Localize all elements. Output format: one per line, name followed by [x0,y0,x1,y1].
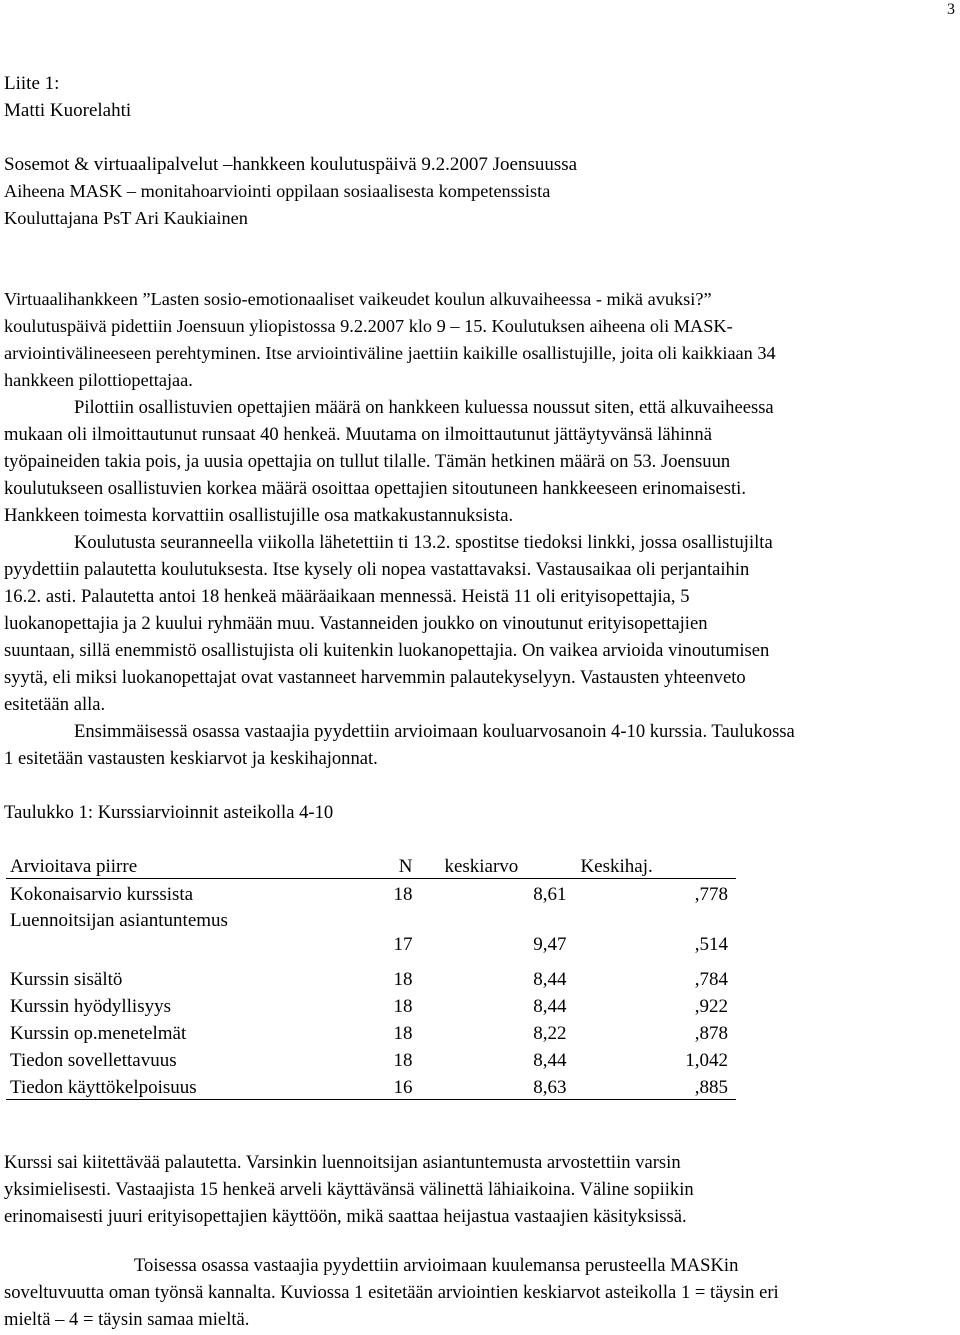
event-trainer: Kouluttajana PsT Ari Kaukiainen [4,208,248,228]
table-cell: 18 [393,996,413,1017]
paragraph-line: suuntaan, sillä enemmistö osallistujista oli kuitenkin luokanopettajia. On vaikea arvioida vinoutumisen [4,640,770,661]
paragraph-line: Kurssi sai kiitettävää palautetta. Varsinkin luennoitsijan asiantuntemusta arvostettiin varsin [4,1152,681,1173]
paragraph-line: Hankkeen toimesta korvattiin osallistujille osa matkakustannuksista. [4,505,514,526]
table-cell: ,784 [694,969,728,990]
table-cell: ,778 [694,884,728,905]
table-cell: Kokonaisarvio kurssista [10,884,194,905]
paragraph-line: mieltä – 4 = täysin samaa mieltä. [4,1309,250,1330]
table-cell: 18 [393,1023,413,1044]
paragraph-line: Virtuaalihankkeen ”Lasten sosio-emotionaaliset vaikeudet koulun alkuvaiheessa - mikä avuksi?” [4,289,712,309]
table-row [6,964,736,991]
paragraph-line: esitetään alla. [4,694,106,715]
table-cell: 1,042 [685,1050,728,1071]
table-cell: 17 [393,934,413,955]
table-row [6,1045,736,1072]
paragraph-line: syytä, eli miksi luokanopettajat ovat vastanneet harvemmin palautekyselyyn. Vastausten yhteenveto [4,667,746,688]
table-row [6,991,736,1018]
table-cell: ,922 [694,996,728,1017]
table-header-cell: Keskihaj. [566,850,736,879]
table-header-row [6,850,736,879]
paragraph-line: luokanopettajia ja 2 kuului ryhmään muu. Vastanneiden joukko on vinoutunut erityisopettajien [4,613,708,634]
paragraph-line: erinomaisesti juuri erityisopettajien käyttöön, mikä saattaa heijastua vastaajien käsityksissä. [4,1206,687,1227]
table-cell: 8,22 [533,1023,567,1044]
table-cell: ,878 [694,1023,728,1044]
paragraph-line: koulutuspäivä pidettiin Joensuun yliopistossa 9.2.2007 klo 9 – 15. Koulutuksen aiheena oli MASK- [4,316,733,336]
table-cell: 16 [353,1072,417,1100]
table-cell: Tiedon sovellettavuus [10,1050,177,1071]
table-cell: ,514 [694,934,728,955]
table-header-cell: keskiarvo [416,850,566,879]
table-cell: 8,44 [533,996,567,1017]
paragraph-line: soveltuvuutta oman työnsä kannalta. Kuviossa 1 esitetään arviointien keskiarvot asteikolla 1 = täysin eri [4,1282,779,1303]
table-cell: 8,44 [533,969,567,990]
paragraph-line: arviointivälineeseen perehtyminen. Itse arviointiväline jaettiin kaikille osallistujille, joita oli kaikkiaan 34 [4,343,776,363]
table-header-cell: Arvioitava piirre [6,850,353,879]
table-cell: 18 [393,884,413,905]
author-name: Matti Kuorelahti [4,100,132,121]
table-cell: 8,44 [533,1050,567,1071]
table-cell: 18 [393,1050,413,1071]
paragraph-line: Toisessa osassa vastaajia pyydettiin arvioimaan kuulemansa perusteella MASKin [134,1255,739,1276]
table-cell: Kurssin op.menetelmät [10,1023,187,1044]
table-row [6,906,736,964]
table-cell: 8,61 [533,884,567,905]
paragraph-line: 16.2. asti. Palautetta antoi 18 henkeä määräaikaan mennessä. Heistä 11 oli erityisopettajia, 5 [4,586,690,607]
table-caption: Taulukko 1: Kurssiarvioinnit asteikolla 4-10 [4,802,334,823]
table-cell: Tiedon käyttökelpoisuus [6,1072,353,1100]
paragraph-line: 1 esitetään vastausten keskiarvot ja keskihajonnat. [4,748,378,769]
table-header-cell: N [353,850,417,879]
event-topic: Aiheena MASK – monitahoarviointi oppilaan sosiaalisesta kompetenssista [4,181,551,201]
paragraph-line: työpaineiden takia pois, ja uusia opettajia on tullut tilalle. Tämän hetkinen määrä on 53. Joensuun [4,451,731,472]
paragraph-line: mukaan oli ilmoittautunut runsaat 40 henkeä. Muutama on ilmoittautunut jättäytyvänsä lähinnä [4,424,712,445]
paragraph-line: koulutukseen osallistuvien korkea määrä osoittaa opettajien sitoutuneen hankkeeseen erinomaisesti. [4,478,746,499]
paragraph-line: pyydettiin palautetta koulutuksesta. Itse kysely oli nopea vastattavaksi. Vastausaikaa oli perjantaihin [4,559,750,580]
table-row [6,1018,736,1045]
table-cell: 8,63 [416,1072,566,1100]
table-cell: Luennoitsijan asiantuntemus [10,910,228,931]
paragraph-line: yksimielisesti. Vastaajista 15 henkeä arveli käyttävänsä välinettä lähiaikoina. Väline sopiikin [4,1179,694,1200]
table-cell: Kurssin sisältö [10,969,123,990]
table-cell: ,885 [566,1072,736,1100]
paragraph-line: Koulutusta seuranneella viikolla lähetettiin ti 13.2. spostitse tiedoksi linkki, jossa osallistujilta [74,532,773,553]
table-row [6,879,736,907]
page-number: 3 [947,1,955,18]
table-row [6,1072,736,1100]
table-cell: 9,47 [533,934,567,955]
paragraph-line: Pilottiin osallistuvien opettajien määrä on hankkeen kuluessa noussut siten, että alkuvaiheessa [74,397,774,418]
table-cell: Kurssin hyödyllisyys [10,996,171,1017]
table-cell: 18 [393,969,413,990]
event-title: Sosemot & virtuaalipalvelut –hankkeen koulutuspäivä 9.2.2007 Joensuussa [4,154,578,175]
paragraph-line: hankkeen pilottiopettajaa. [4,370,193,390]
appendix-label: Liite 1: [4,73,60,94]
paragraph-line: Ensimmäisessä osassa vastaajia pyydettiin arvioimaan kouluarvosanoin 4-10 kurssia. Taulukossa [74,721,795,742]
ratings-table [6,850,736,1100]
